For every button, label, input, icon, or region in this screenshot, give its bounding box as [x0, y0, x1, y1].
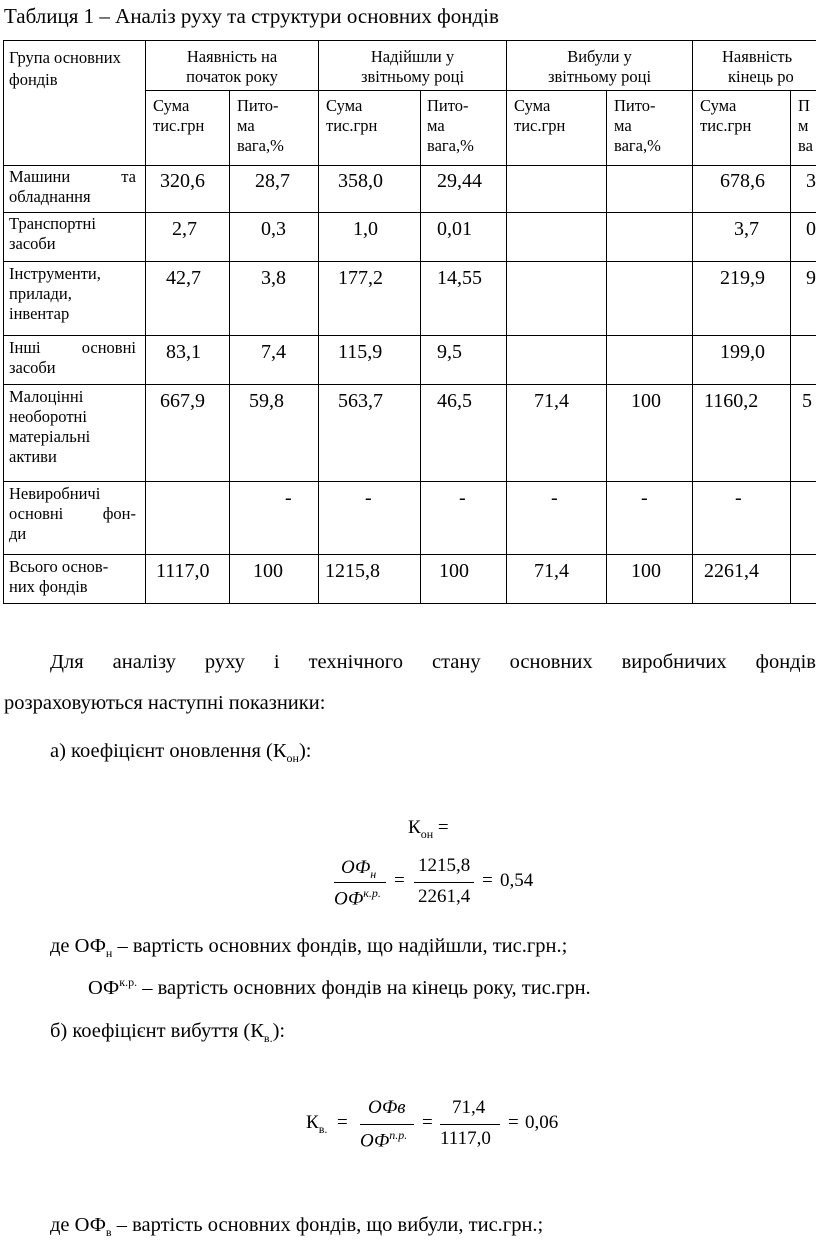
formula-equals: =: [482, 870, 493, 891]
subheader-line: тис.грн: [514, 116, 566, 135]
row-name-tools: [9, 264, 136, 324]
definition-text: де ОФ: [50, 935, 106, 957]
formula-superscript: п.р.: [389, 1128, 408, 1142]
fraction-bar: [334, 882, 386, 883]
table-cell: 219,9: [720, 267, 765, 289]
row-name-line: Малоцінні: [9, 387, 84, 406]
table-cell: 1117,0: [156, 560, 210, 582]
table-cell: 1,0: [353, 218, 378, 240]
table-cell: -: [285, 487, 292, 509]
formula-symbol: ОФ: [334, 888, 364, 910]
fraction-bar: [414, 882, 474, 883]
table-cell: 59,8: [249, 390, 284, 412]
row-name-line: необоротні: [9, 407, 87, 426]
table-cell: 42,7: [166, 267, 201, 289]
formula-result: 0,54: [500, 870, 534, 891]
subheader-line: ма: [614, 116, 632, 135]
row-name-line: обладнання: [9, 187, 91, 206]
table-caption: Таблиця 1 – Аналіз руху та структури основних фондів: [4, 4, 499, 28]
subheader-line: тис.грн: [700, 116, 752, 135]
heading-text: ):: [272, 1020, 286, 1042]
table-cell: 5: [802, 390, 812, 412]
row-name-line: засоби: [9, 358, 56, 377]
formula-subscript: н: [370, 866, 377, 881]
row-name-line: них фондів: [9, 577, 88, 596]
fraction-bar: [440, 1124, 500, 1125]
formula-equals: =: [337, 1112, 348, 1133]
table-cell: -: [459, 487, 466, 509]
table-row-divider: [3, 261, 816, 262]
fixed-assets-table: [0, 0, 816, 620]
table-cell: 667,9: [160, 390, 205, 412]
formula-superscript: к.р.: [363, 886, 381, 900]
header-label-line: Наявність: [722, 47, 793, 66]
paragraph-line: розраховуються наступні показники:: [4, 692, 326, 714]
heading-subscript: он: [286, 751, 299, 766]
header-label-line: кінець ро: [728, 67, 794, 86]
table-cell: 0,01: [437, 218, 472, 240]
table-cell: 177,2: [338, 267, 383, 289]
header-start-of-year: [146, 47, 318, 87]
fraction-denominator-value: 1117,0: [440, 1128, 491, 1149]
formula-k-on: [408, 817, 449, 842]
fraction-numerator: [341, 857, 376, 882]
fraction-numerator-value: 1215,8: [418, 855, 471, 876]
table-row-divider: [3, 384, 816, 385]
formula-equals: =: [437, 817, 449, 838]
table-cell: 9,5: [437, 341, 462, 363]
table-row-divider: [3, 335, 816, 336]
table-cell: 71,4: [534, 390, 569, 412]
table-cell: 358,0: [338, 170, 383, 192]
paragraph-line: Для аналізу руху і технічного стану основних виробничих фондів: [50, 651, 816, 673]
subheader-line: тис.грн: [153, 116, 205, 135]
subheader-line: ма: [237, 116, 255, 135]
header-end-of-year: [722, 47, 816, 87]
row-name-line: прилади,: [9, 284, 72, 303]
table-border-left: [3, 40, 4, 604]
table-col-divider: [606, 90, 607, 604]
subheader-weight: [798, 96, 813, 156]
subheader-line: Сума: [153, 96, 190, 115]
table-cell: 28,7: [255, 170, 290, 192]
table-cell: 199,0: [720, 341, 765, 363]
subheader-line: вага,%: [614, 136, 661, 155]
table-col-divider: [506, 40, 507, 604]
table-col-divider: [318, 40, 319, 604]
table-col-divider: [145, 40, 146, 604]
table-cell: 14,55: [437, 267, 482, 289]
definition-superscript: к.р.: [119, 975, 138, 989]
coef-retirement-heading: [50, 1020, 285, 1046]
table-row-divider: [3, 554, 816, 555]
formula-equals: =: [422, 1112, 433, 1133]
table-cell: 1160,2: [704, 390, 759, 412]
subheader-line: П: [798, 96, 810, 115]
table-col-divider: [420, 90, 421, 604]
heading-text: ):: [298, 740, 312, 762]
formula-equals: =: [394, 870, 405, 891]
fraction-bar: [360, 1124, 414, 1125]
row-name-line: матеріальні: [9, 427, 91, 446]
subheader-line: ма: [427, 116, 445, 135]
subheader-line: ва: [798, 136, 813, 155]
header-label-line: Надійшли у: [370, 47, 455, 66]
table-cell: 320,6: [160, 170, 205, 192]
table-col-divider: [790, 90, 791, 604]
header-label-line: початок року: [186, 67, 278, 86]
table-cell: 2261,4: [704, 560, 759, 582]
subheader-sum: [700, 96, 751, 136]
definition-text: де ОФ: [50, 1214, 106, 1236]
table-border-bottom: [3, 603, 816, 604]
row-name-transport: [9, 214, 136, 254]
subheader-line: Сума: [514, 96, 551, 115]
table-cell: 0: [806, 218, 816, 240]
formula-k-v: [306, 1112, 327, 1137]
table-cell: 83,1: [166, 341, 201, 363]
subheader-line: Сума: [326, 96, 363, 115]
row-name-low-value: [9, 387, 136, 467]
fraction-denominator: [334, 886, 381, 910]
row-name-total: [9, 557, 136, 597]
heading-text: б) коефіцієнт вибуття (К: [50, 1020, 264, 1042]
definition-text: ОФ: [88, 976, 120, 999]
table-cell: 7,4: [261, 341, 286, 363]
subheader-sum: [153, 96, 204, 136]
row-name-line: Транспортні: [9, 214, 96, 233]
row-name-line: засоби: [9, 234, 56, 253]
table-cell: 71,4: [534, 560, 569, 582]
definition-line: [50, 935, 567, 961]
subheader-weight: [614, 96, 661, 156]
table-border-top: [3, 40, 816, 41]
table-row-divider: [3, 212, 816, 213]
table-header-divider: [145, 90, 816, 91]
subheader-line: Пито-: [427, 96, 469, 115]
table-cell: -: [735, 487, 742, 509]
row-name-line: інвентар: [9, 304, 70, 323]
table-cell: 100: [631, 390, 661, 412]
table-col-divider: [692, 40, 693, 604]
table-cell: 9: [806, 267, 816, 289]
subheader-line: вага,%: [427, 136, 474, 155]
row-name-line: ди: [9, 524, 27, 543]
definition-text: – вартість основних фондів на кінець року, тис.грн.: [137, 976, 591, 999]
heading-text: а) коефіцієнт оновлення (К: [50, 740, 287, 762]
table-cell: 3,7: [734, 218, 759, 240]
formula-symbol: К: [408, 817, 421, 838]
definition-line: [88, 975, 591, 1000]
table-row-divider: [3, 481, 816, 482]
row-name-line: активи: [9, 447, 57, 466]
row-name-line: Інструменти,: [9, 264, 101, 283]
row-name-other: [9, 338, 136, 378]
table-cell: 0,3: [261, 218, 286, 240]
table-cell: 1215,8: [325, 560, 380, 582]
fraction-numerator: [368, 1097, 405, 1119]
row-name-line: основні фон-: [9, 504, 136, 523]
table-cell: 46,5: [437, 390, 472, 412]
subheader-line: Сума: [700, 96, 737, 115]
row-name-line: Інші основні: [9, 338, 136, 357]
subheader-sum: [514, 96, 565, 136]
formula-result: 0,06: [525, 1112, 559, 1133]
table-cell: 115,9: [338, 341, 383, 363]
fraction-numerator-value: 71,4: [452, 1097, 486, 1118]
table-cell: 678,6: [720, 170, 765, 192]
header-retired: [507, 47, 692, 87]
definition-text: – вартість основних фондів, що вибули, тис.грн.;: [111, 1214, 544, 1236]
header-label-line: Наявність на: [186, 47, 278, 66]
table-cell: 3,8: [261, 267, 286, 289]
subheader-weight: [427, 96, 474, 156]
table-cell: 100: [631, 560, 661, 582]
table-row-divider: [3, 165, 816, 166]
header-group-label: Група основних фондів: [9, 48, 121, 89]
table-cell: 2,7: [172, 218, 197, 240]
subheader-line: Пито-: [614, 96, 656, 115]
formula-subscript: в.: [318, 1121, 328, 1136]
coef-renewal-heading: [50, 740, 311, 766]
definition-subscript: в: [105, 1225, 112, 1240]
table-cell: -: [641, 487, 648, 509]
table-cell: 29,44: [437, 170, 482, 192]
definition-line: [50, 1214, 543, 1240]
definition-subscript: н: [105, 946, 113, 961]
table-cell: 100: [253, 560, 283, 582]
subheader-line: вага,%: [237, 136, 284, 155]
definition-text: – вартість основних фондів, що надійшли, тис.грн.;: [112, 935, 568, 957]
header-received: [319, 47, 506, 87]
table-cell: 563,7: [338, 390, 383, 412]
formula-equals: =: [508, 1112, 519, 1133]
header-label-line: Вибули у: [567, 47, 632, 66]
subheader-line: м: [798, 116, 809, 135]
table-col-divider: [229, 90, 230, 604]
subheader-weight: [237, 96, 284, 156]
heading-subscript: в.: [263, 1031, 273, 1046]
row-name-non-production: [9, 484, 136, 544]
formula-subscript: он: [420, 826, 434, 841]
header-label-line: звітньому році: [547, 67, 652, 86]
row-name-line: Всього основ-: [9, 557, 109, 576]
row-name-line: Машини та: [9, 167, 136, 186]
subheader-line: тис.грн: [326, 116, 378, 135]
row-name-line: Невиробничі: [9, 484, 101, 503]
row-name-machines: [9, 167, 136, 207]
formula-symbol: ОФ: [341, 857, 371, 878]
table-cell: 100: [439, 560, 469, 582]
table-cell: 3: [806, 170, 816, 192]
formula-symbol: К: [306, 1112, 319, 1133]
table-cell: -: [551, 487, 558, 509]
subheader-sum: [326, 96, 377, 136]
fraction-denominator: [360, 1128, 407, 1152]
subheader-line: Пито-: [237, 96, 279, 115]
table-cell: -: [365, 487, 372, 509]
formula-symbol: ОФ: [360, 1130, 390, 1152]
fraction-denominator-value: 2261,4: [418, 886, 471, 907]
header-label-line: звітньому році: [360, 67, 465, 86]
formula-symbol: ОФв: [368, 1097, 406, 1118]
